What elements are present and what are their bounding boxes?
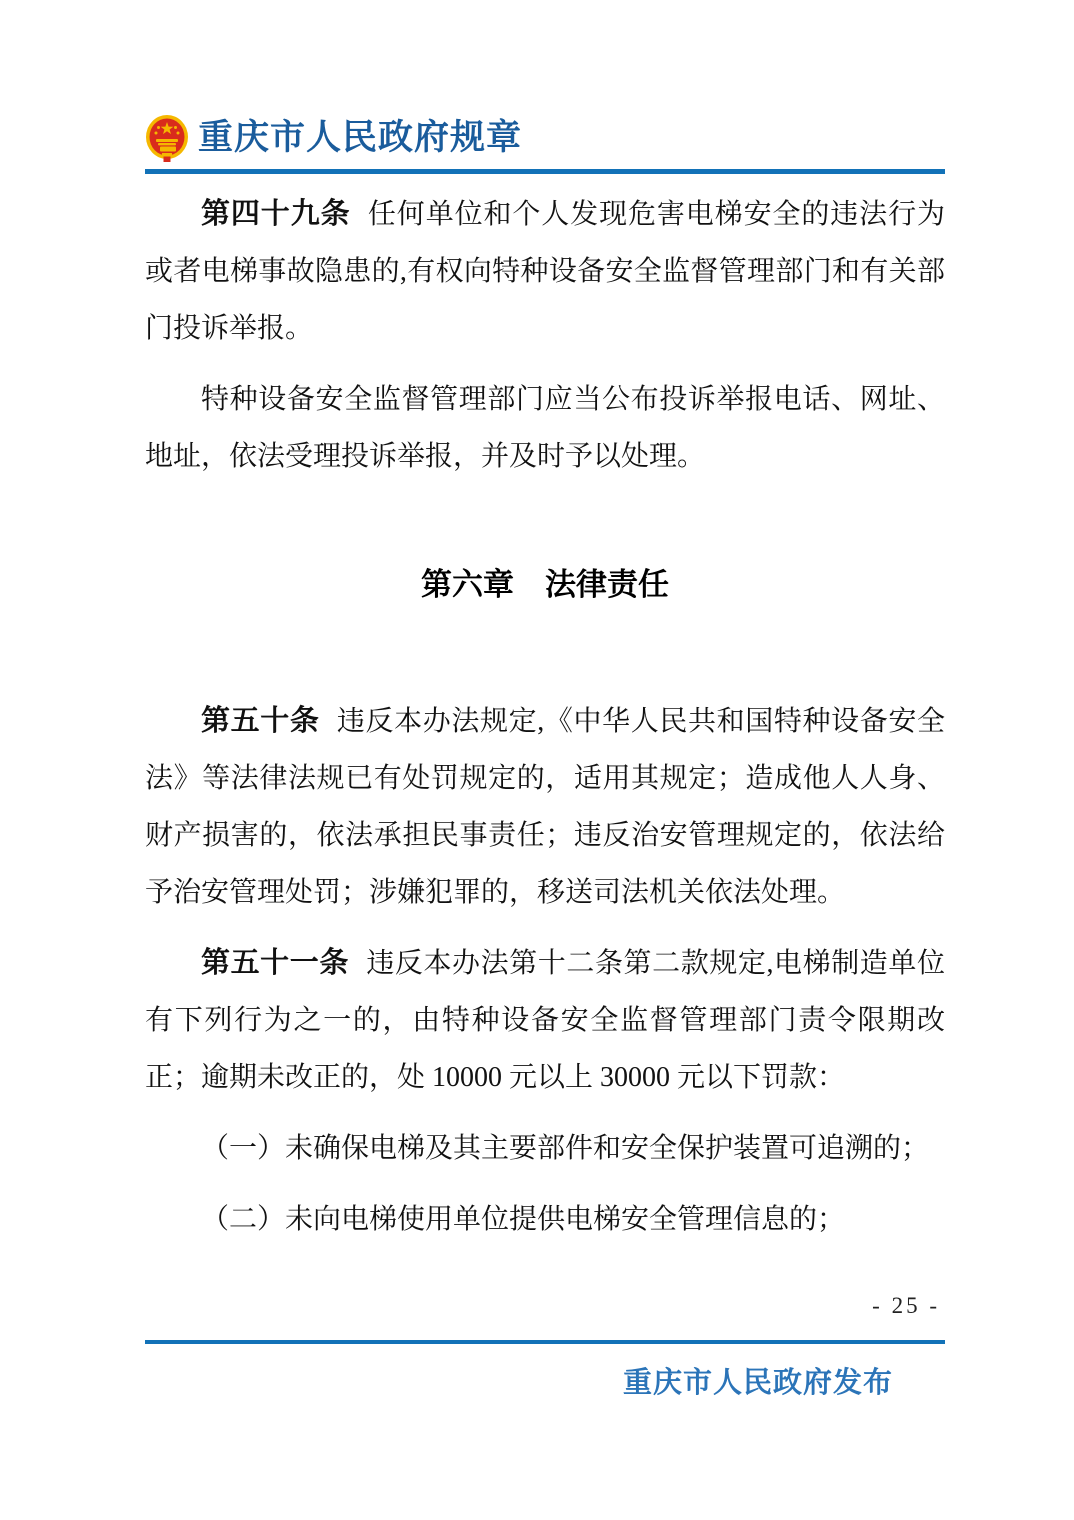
article-51-text: 违反本办法第十二条第二款规定,电梯制造单位有下列行为之一的，由特种设备安全监督管理部门责令限期改正；逾期未改正的，处 10000 元以上 30000 元以下罚款：	[145, 948, 945, 1093]
article-51-item-2: （二）未向电梯使用单位提供电梯安全管理信息的；	[201, 1204, 846, 1235]
document-body	[145, 186, 945, 1262]
article-51-number: 第五十一条	[201, 947, 349, 979]
document-title: 重庆市人民政府规章	[198, 118, 523, 157]
article-49-paragraph	[145, 186, 945, 357]
china-national-emblem-icon	[145, 114, 189, 162]
page-number: - 25 -	[872, 1293, 940, 1318]
chapter-heading: 第六章 法律责任	[421, 567, 669, 602]
article-50-paragraph	[145, 693, 945, 921]
article-50-text: 违反本办法规定,《中华人民共和国特种设备安全法》等法律法规已有处罚规定的，适用其规定；造成他人人身、财产损害的，依法承担民事责任；违反治安管理规定的，依法给予治安管理处罚；涉嫌犯罪的，移送司法机关依法处理。	[145, 706, 945, 908]
article-51-item-1: （一）未确保电梯及其主要部件和安全保护装置可追溯的；	[201, 1133, 930, 1164]
article-49-paragraph-2	[145, 371, 945, 485]
article-49-text: 任何单位和个人发现危害电梯安全的违法行为或者电梯事故隐患的,有权向特种设备安全监督管理部门和有关部门投诉举报。	[145, 199, 945, 344]
article-50-number: 第五十条	[201, 705, 320, 737]
article-51-paragraph	[145, 935, 945, 1106]
publisher-label: 重庆市人民政府发布	[622, 1367, 893, 1399]
document-header	[145, 114, 945, 174]
article-49-paragraph-2-text: 特种设备安全监督管理部门应当公布投诉举报电话、网址、地址，依法受理投诉举报，并及时予以处理。	[145, 384, 945, 472]
footer-rule	[145, 1340, 945, 1344]
article-49-number: 第四十九条	[201, 198, 351, 230]
